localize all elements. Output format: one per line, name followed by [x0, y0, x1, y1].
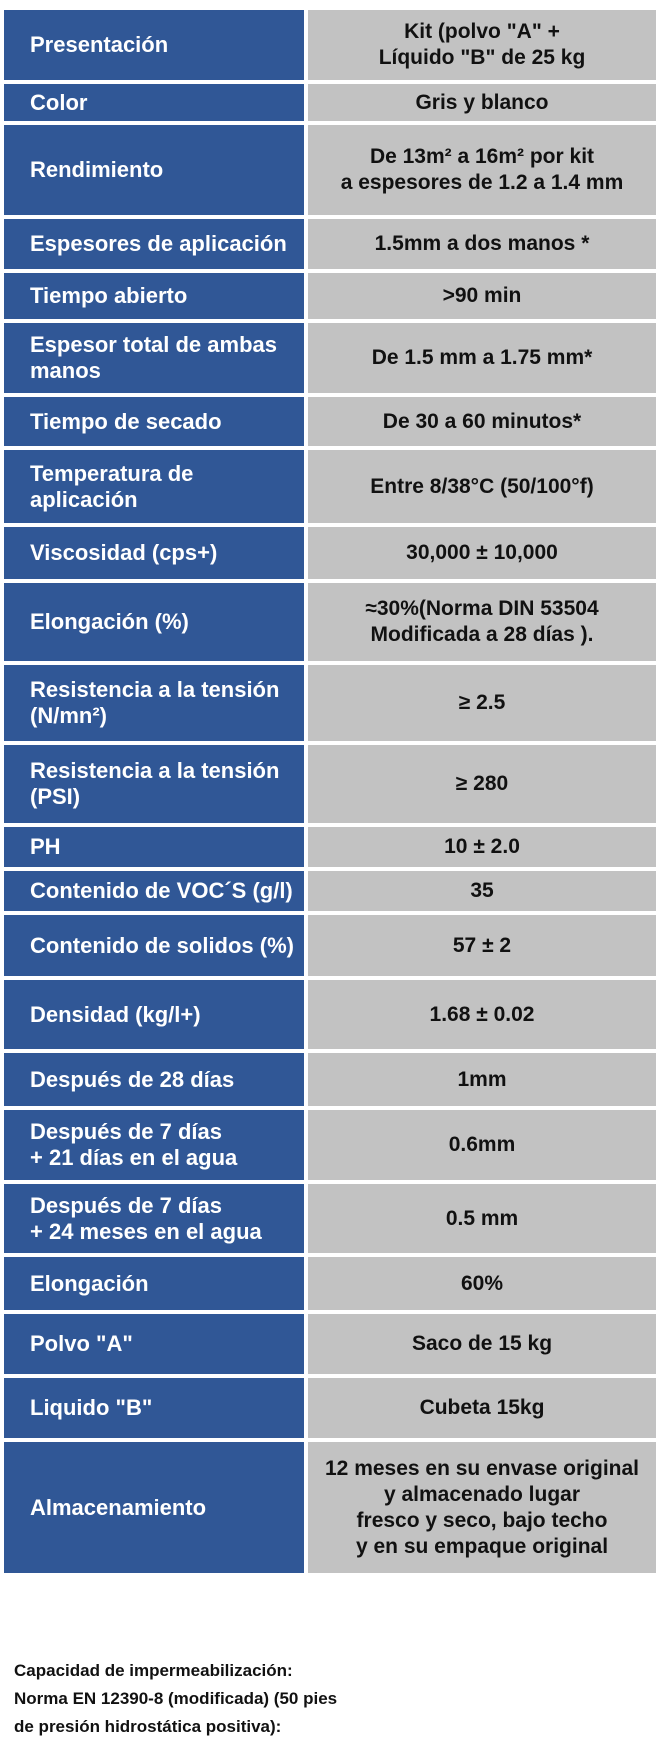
label-densidad: Densidad (kg/l+) — [4, 980, 304, 1049]
value-tiempo-secado: De 30 a 60 minutos* — [308, 397, 656, 446]
value-temperatura-aplicacion: Entre 8/38°C (50/100°f) — [308, 450, 656, 523]
label-rendimiento: Rendimiento — [4, 125, 304, 215]
label-polvo-a: Polvo "A" — [4, 1314, 304, 1374]
label-viscosidad: Viscosidad (cps+) — [4, 527, 304, 579]
value-espesor-total: De 1.5 mm a 1.75 mm* — [308, 323, 656, 393]
value-viscosidad: 30,000 ± 10,000 — [308, 527, 656, 579]
value-presentacion: Kit (polvo "A" + Líquido "B" de 25 kg — [308, 10, 656, 80]
value-despues-7-dias-21: 0.6mm — [308, 1110, 656, 1180]
label-espesor-total: Espesor total de ambas manos — [4, 323, 304, 393]
value-liquido-b: Cubeta 15kg — [308, 1378, 656, 1438]
label-despues-7-dias-21: Después de 7 días + 21 días en el agua — [4, 1110, 304, 1180]
value-despues-28-dias: 1mm — [308, 1053, 656, 1106]
label-presentacion: Presentación — [4, 10, 304, 80]
value-color: Gris y blanco — [308, 84, 656, 121]
value-tiempo-abierto: >90 min — [308, 273, 656, 319]
label-ph: PH — [4, 827, 304, 867]
value-contenido-voc: 35 — [308, 871, 656, 911]
label-elongacion-pct: Elongación (%) — [4, 583, 304, 661]
label-temperatura-aplicacion: Temperatura de aplicación — [4, 450, 304, 523]
label-despues-7-dias-24: Después de 7 días + 24 meses en el agua — [4, 1184, 304, 1253]
value-despues-7-dias-24: 0.5 mm — [308, 1184, 656, 1253]
value-elongacion: 60% — [308, 1257, 656, 1310]
label-contenido-solidos: Contenido de solidos (%) — [4, 915, 304, 976]
value-densidad: 1.68 ± 0.02 — [308, 980, 656, 1049]
label-elongacion: Elongación — [4, 1257, 304, 1310]
label-resistencia-tension-psi: Resistencia a la tensión (PSI) — [4, 745, 304, 823]
value-espesores-aplicacion: 1.5mm a dos manos * — [308, 219, 656, 269]
label-tiempo-abierto: Tiempo abierto — [4, 273, 304, 319]
label-color: Color — [4, 84, 304, 121]
value-resistencia-tension-nmm: ≥ 2.5 — [308, 665, 656, 741]
value-rendimiento: De 13m² a 16m² por kit a espesores de 1.2 a 1.4 mm — [308, 125, 656, 215]
value-almacenamiento: 12 meses en su envase original y almacenado lugar fresco y seco, bajo techo y en su empaque original — [308, 1442, 656, 1573]
label-liquido-b: Liquido "B" — [4, 1378, 304, 1438]
value-contenido-solidos: 57 ± 2 — [308, 915, 656, 976]
value-elongacion-pct: ≈30%(Norma DIN 53504 Modificada a 28 días ). — [308, 583, 656, 661]
label-almacenamiento: Almacenamiento — [4, 1442, 304, 1573]
label-resistencia-tension-nmm: Resistencia a la tensión (N/mn²) — [4, 665, 304, 741]
value-ph: 10 ± 2.0 — [308, 827, 656, 867]
label-tiempo-secado: Tiempo de secado — [4, 397, 304, 446]
label-contenido-voc: Contenido de VOC´S (g/l) — [4, 871, 304, 911]
value-polvo-a: Saco de 15 kg — [308, 1314, 656, 1374]
value-resistencia-tension-psi: ≥ 280 — [308, 745, 656, 823]
label-espesores-aplicacion: Espesores de aplicación — [4, 219, 304, 269]
footer-note: Capacidad de impermeabilización: Norma EN 12390-8 (modificada) (50 pies de presión hidrostática positiva): — [14, 1661, 338, 1736]
label-despues-28-dias: Después de 28 días — [4, 1053, 304, 1106]
